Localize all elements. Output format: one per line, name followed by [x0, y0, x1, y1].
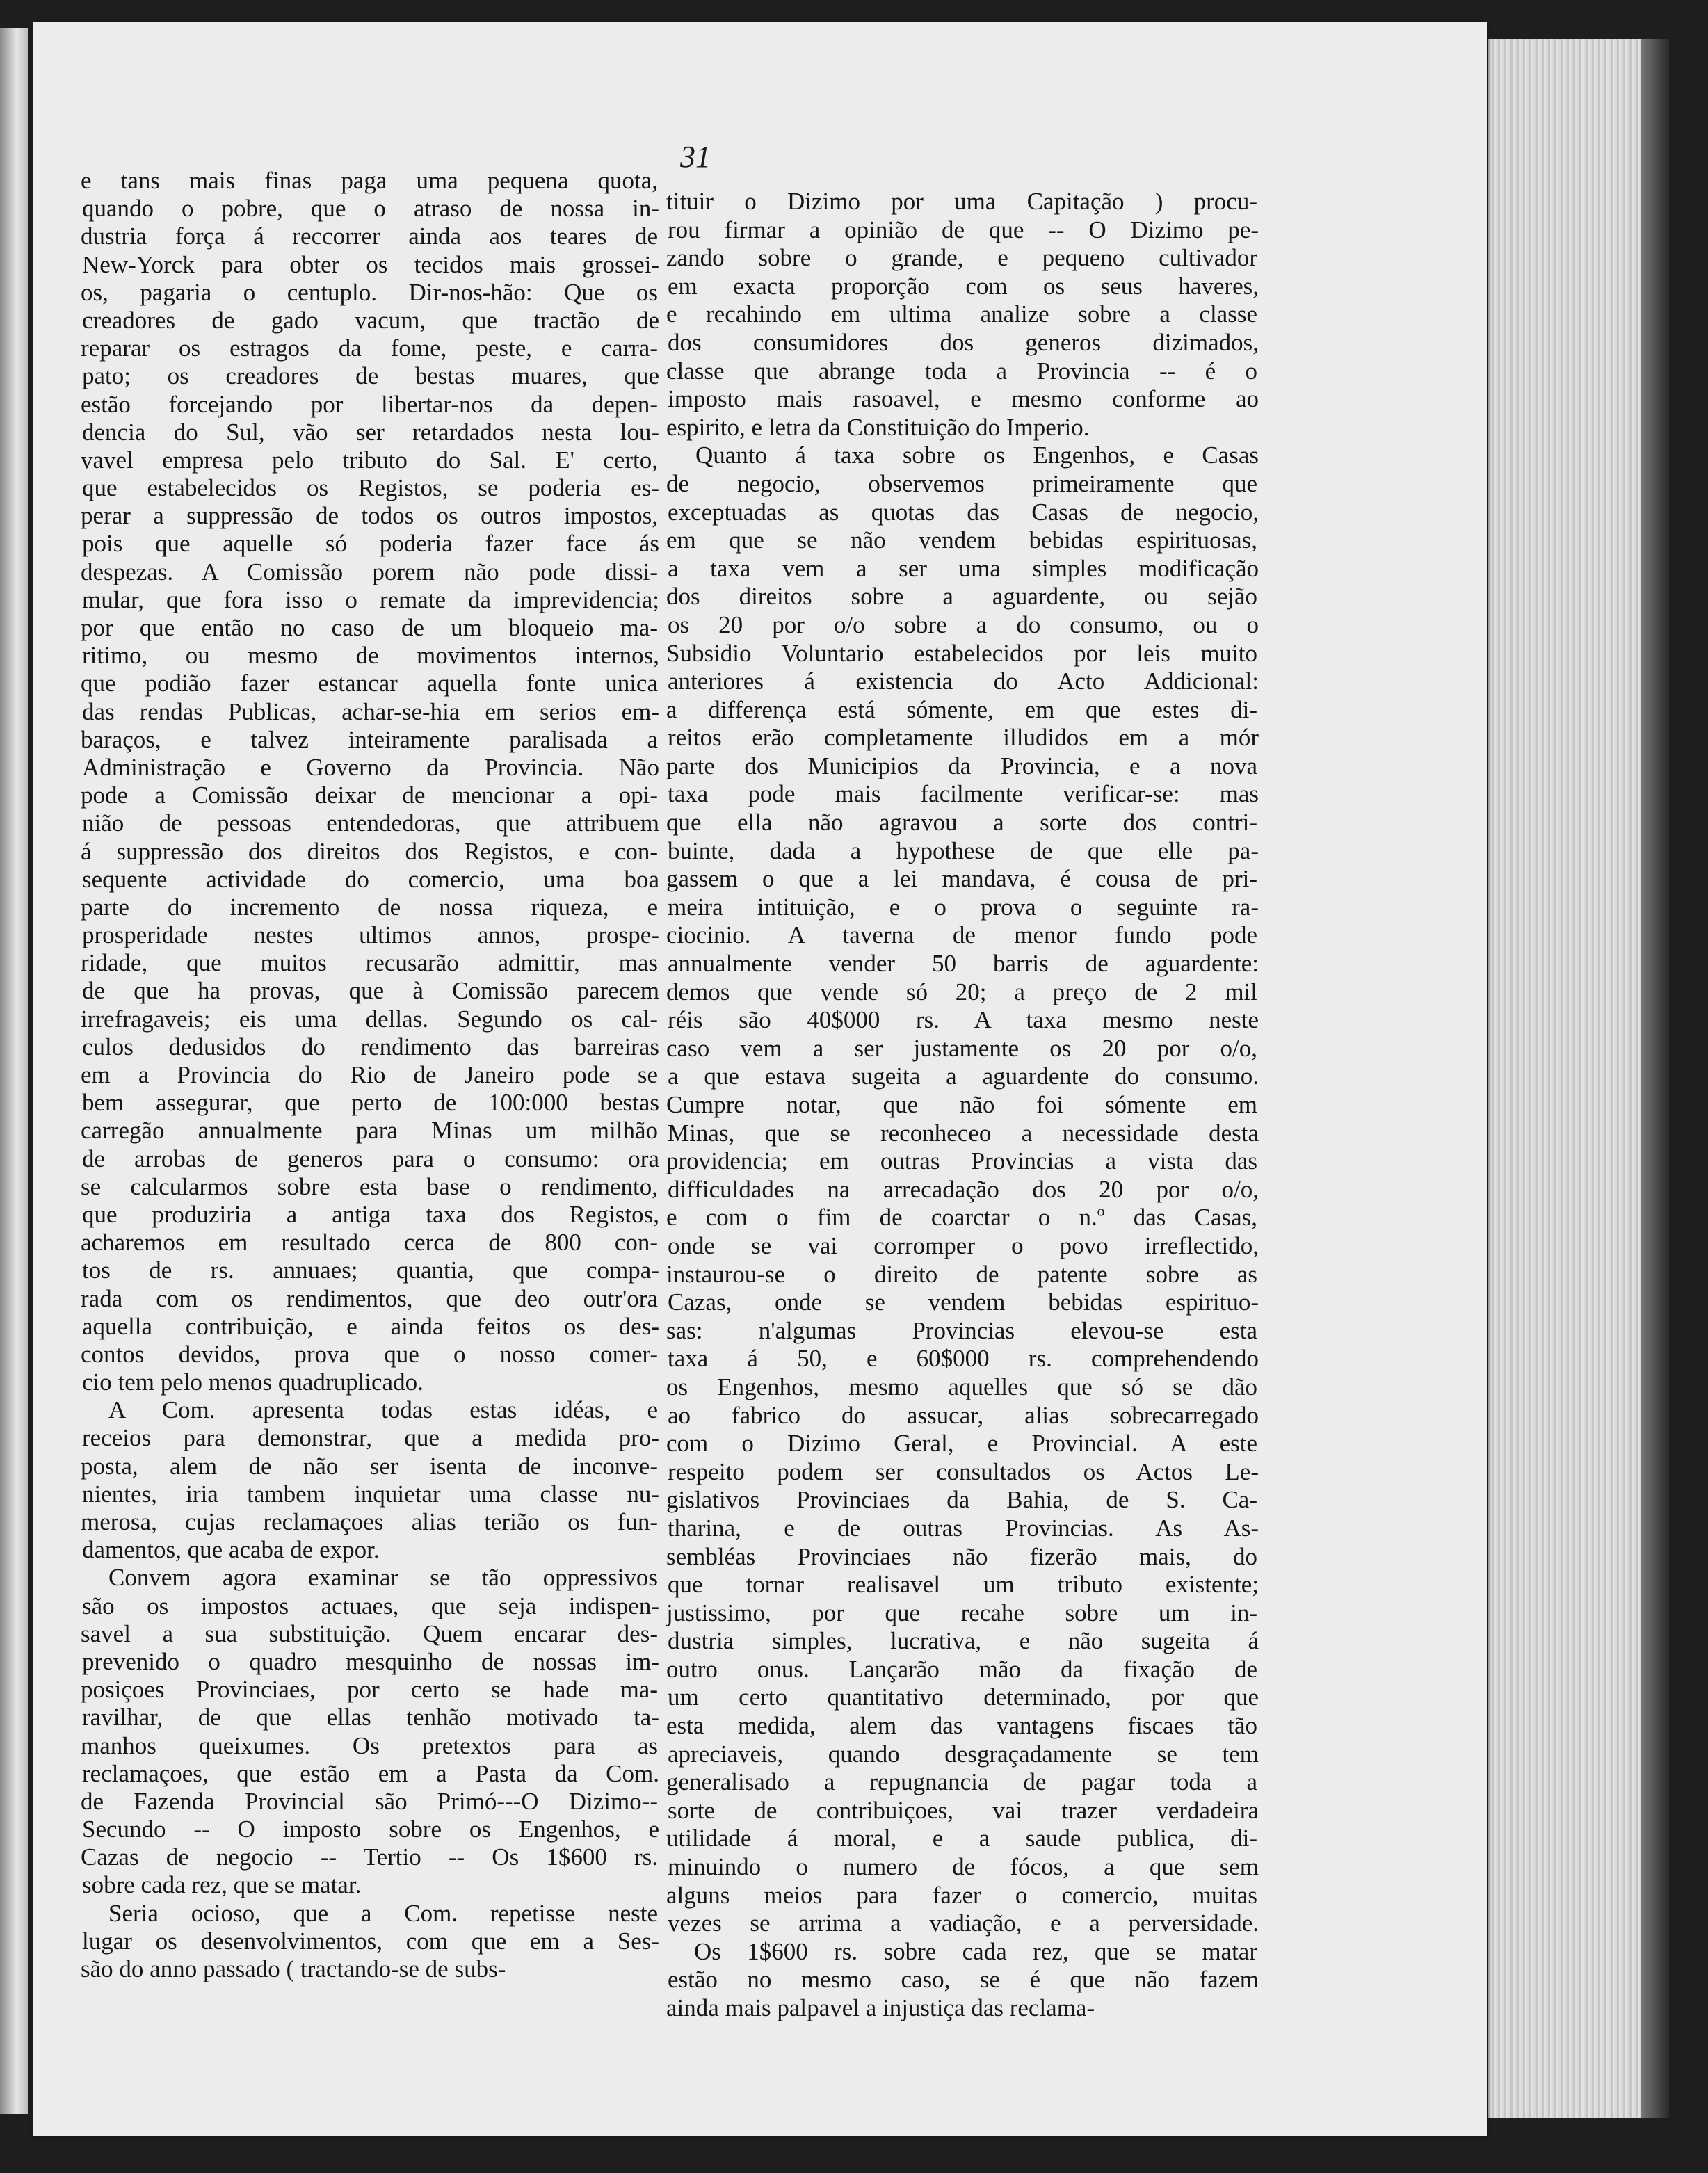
text-line: reitos erão completamente illudidos em a mór — [668, 724, 1259, 752]
text-line: que estabelecidos os Registos, se poderia es- — [82, 474, 659, 502]
text-line: Cumpre notar, que não foi sómente em — [666, 1091, 1257, 1118]
text-line: reclamaçoes, que estão em a Pasta da Com. — [82, 1759, 659, 1787]
text-line: acharemos em resultado cerca de 800 con- — [81, 1229, 658, 1257]
text-line: tos de rs. annuaes; quantia, que compa- — [82, 1257, 659, 1284]
text-line: contos devidos, prova que o nosso comer- — [81, 1340, 658, 1368]
text-line: ritimo, ou mesmo de movimentos internos, — [82, 642, 659, 670]
text-line: quando o pobre, que o atraso de nossa in- — [82, 195, 659, 223]
text-line: sequente actividade do comercio, uma boa — [82, 865, 659, 893]
text-line: classe que abrange toda a Provincia -- é o — [666, 357, 1257, 385]
text-line: annualmente vender 50 barris de aguardente: — [668, 950, 1259, 978]
text-line: sas: n'algumas Provincias elevou-se esta — [666, 1316, 1257, 1344]
text-line: vavel empresa pelo tributo do Sal. E' certo, — [81, 446, 658, 474]
text-line: pode a Comissão deixar de mencionar a opi- — [81, 782, 658, 809]
text-line: á suppressão dos direitos dos Registos, e con- — [81, 837, 658, 865]
text-line: justissimo, por que recahe sobre um in- — [666, 1599, 1257, 1626]
text-line: vezes se arrima a vadiação, e a perversidade. — [668, 1909, 1259, 1937]
text-line: exceptuadas as quotas das Casas de negocio, — [668, 498, 1259, 526]
text-line: taxa á 50, e 60$000 rs. comprehendendo — [668, 1345, 1259, 1373]
text-line: aquella contribuição, e ainda feitos os des- — [82, 1312, 659, 1340]
book-edge-shadow — [1641, 39, 1669, 2118]
text-line: Secundo -- O imposto sobre os Engenhos, e — [82, 1816, 659, 1843]
text-line: manhos queixumes. Os pretextos para as — [81, 1731, 658, 1759]
text-line: bem assegurar, que perto de 100:000 bestas — [82, 1089, 659, 1117]
text-line: despezas. A Comissão porem não pode dissi- — [81, 558, 658, 585]
text-line: Quanto á taxa sobre os Engenhos, e Casas — [695, 442, 1259, 469]
text-line: pois que aquelle só poderia fazer face ás — [82, 530, 659, 558]
text-line: Cazas, onde se vendem bebidas espirituo- — [668, 1289, 1259, 1316]
text-line: que podião fazer estancar aquella fonte unica — [81, 670, 658, 697]
text-line: providencia; em outras Provincias a vista das — [666, 1147, 1257, 1175]
text-line: onde se vai corromper o povo irreflectido, — [668, 1231, 1259, 1259]
text-line: perar a suppressão de todos os outros impostos, — [81, 502, 658, 530]
text-line: reparar os estragos da fome, peste, e carra- — [81, 334, 658, 362]
text-line: são do anno passado ( tractando-se de subs- — [81, 1955, 506, 1982]
text-line: respeito podem ser consultados os Actos Le- — [668, 1457, 1259, 1485]
text-line: dencia do Sul, vão ser retardados nesta lou- — [82, 418, 659, 446]
text-line: prevenido o quadro mesquinho de nossas im- — [82, 1647, 659, 1675]
text-line: ao fabrico do assucar, alias sobrecarregado — [668, 1401, 1259, 1429]
text-line: dos consumidores dos generos dizimados, — [668, 328, 1259, 356]
text-line: meira intituição, e o prova o seguinte ra- — [668, 893, 1259, 921]
text-line: e tans mais finas paga uma pequena quota, — [81, 167, 658, 194]
text-line: demos que vende só 20; a preço de 2 mil — [666, 978, 1257, 1005]
text-line: que produziria a antiga taxa dos Registos, — [82, 1200, 659, 1228]
book-page-block — [1488, 39, 1643, 2118]
text-line: carregão annualmente para Minas um milhão — [81, 1117, 658, 1145]
text-line: zando sobre o grande, e pequeno cultivador — [666, 244, 1257, 272]
text-line: creadores de gado vacum, que tractão de — [82, 306, 659, 334]
text-line: dustria força á reccorrer ainda aos teares de — [81, 223, 658, 250]
text-line: de negocio, observemos primeiramente que — [666, 469, 1257, 497]
text-line: a differença está sómente, em que estes di- — [666, 695, 1257, 723]
text-line: os 20 por o/o sobre a do consumo, ou o — [668, 611, 1259, 638]
text-line: difficuldades na arrecadação dos 20 por o/o, — [668, 1175, 1259, 1203]
text-line: cio tem pelo menos quadruplicado. — [82, 1368, 424, 1396]
text-line: esta medida, alem das vantagens fiscaes tão — [666, 1712, 1257, 1740]
text-line: Convem agora examinar se tão oppressivos — [108, 1564, 658, 1592]
text-line: das rendas Publicas, achar-se-hia em serios em- — [82, 697, 659, 725]
text-line: estão forcejando por libertar-nos da depen- — [81, 390, 658, 418]
text-line: tituir o Dizimo por uma Capitação ) procu- — [666, 188, 1257, 215]
text-line: se calcularmos sobre esta base o rendimento, — [81, 1172, 658, 1200]
text-line: Subsidio Voluntario estabelecidos por leis muito — [666, 639, 1257, 667]
text-line: são os impostos actuaes, que seja indispen- — [82, 1592, 659, 1619]
page-number: 31 — [680, 140, 711, 174]
text-line: taxa pode mais facilmente verificar-se: mas — [668, 780, 1259, 808]
text-line: rou firmar a opinião de que -- O Dizimo pe- — [668, 216, 1259, 243]
text-line: savel a sua substituição. Quem encarar des- — [81, 1619, 658, 1647]
text-line: baraços, e talvez inteiramente paralisada a — [81, 725, 658, 753]
text-line: espirito, e letra da Constituição do Imperio. — [666, 413, 1090, 441]
text-line: de arrobas de generos para o consumo: ora — [82, 1145, 659, 1172]
text-line: receios para demonstrar, que a medida pro- — [82, 1424, 659, 1452]
text-line: prosperidade nestes ultimos annos, prospe- — [82, 921, 659, 949]
text-line: que ella não agravou a sorte dos contri- — [666, 809, 1257, 837]
text-line: que tornar realisavel um tributo existente; — [668, 1571, 1259, 1599]
text-line: ciocinio. A taverna de menor fundo pode — [666, 921, 1257, 949]
text-line: e recahindo em ultima analize sobre a classe — [666, 300, 1257, 328]
text-line: ravilhar, de que ellas tenhão motivado ta- — [82, 1704, 659, 1731]
text-line: Administração e Governo da Provincia. Não — [82, 753, 659, 781]
text-line: posta, alem de não ser isenta de inconve- — [81, 1452, 658, 1480]
text-line: em exacta proporção com os seus haveres, — [668, 272, 1259, 300]
text-line: minuindo o numero de fócos, a que sem — [668, 1853, 1259, 1881]
text-line: a que estava sugeita a aguardente do consumo. — [668, 1063, 1259, 1090]
text-line: instaurou-se o direito de patente sobre as — [666, 1260, 1257, 1288]
text-line: e com o fim de coarctar o n.º das Casas, — [666, 1204, 1257, 1231]
text-line: os, pagaria o centuplo. Dir-nos-hão: Que os — [81, 278, 658, 306]
text-line: gassem o que a lei mandava, é cousa de pri- — [666, 865, 1257, 893]
text-line: Minas, que se reconheceo a necessidade desta — [668, 1119, 1259, 1147]
text-line: alguns meios para fazer o comercio, muitas — [666, 1881, 1257, 1909]
right-text-column — [668, 188, 1259, 2023]
text-line: os Engenhos, mesmo aquelles que só se dão — [666, 1373, 1257, 1400]
text-line: sobre cada rez, que se matar. — [82, 1871, 362, 1899]
text-line: Seria ocioso, que a Com. repetisse neste — [108, 1899, 658, 1927]
text-line: anteriores á existencia do Acto Addicional: — [668, 668, 1259, 695]
text-line: merosa, cujas reclamaçoes alias terião os fun- — [81, 1508, 658, 1535]
text-line: caso vem a ser justamente os 20 por o/o, — [666, 1034, 1257, 1062]
text-line: em a Provincia do Rio de Janeiro pode se — [81, 1061, 658, 1088]
text-line: em que se não vendem bebidas espirituosas, — [666, 526, 1257, 554]
text-line: A Com. apresenta todas estas idéas, e — [108, 1396, 658, 1424]
text-line: parte do incremento de nossa riqueza, e — [81, 893, 658, 921]
text-line: sembléas Provinciaes não fizerão mais, do — [666, 1542, 1257, 1570]
previous-page-edge — [0, 28, 28, 2114]
left-text-column — [82, 167, 659, 1983]
text-line: nião de pessoas entendedoras, que attribuem — [82, 809, 659, 837]
text-line: culos dedusidos do rendimento das barreiras — [82, 1033, 659, 1060]
text-line: estão no mesmo caso, se é que não fazem — [668, 1966, 1259, 1994]
text-line: posiçoes Provinciaes, por certo se hade ma- — [81, 1676, 658, 1704]
text-line: de Fazenda Provincial são Primó---O Dizimo-- — [81, 1787, 658, 1815]
text-line: de que ha provas, que à Comissão parecem — [82, 977, 659, 1005]
text-line: dos direitos sobre a aguardente, ou sejão — [666, 583, 1257, 611]
text-line: a taxa vem a ser uma simples modificação — [668, 554, 1259, 582]
text-line: réis são 40$000 rs. A taxa mesmo neste — [668, 1006, 1259, 1034]
text-line: ridade, que muitos recusarão admittir, mas — [81, 949, 658, 977]
text-line: apreciaveis, quando desgraçadamente se tem — [668, 1740, 1259, 1768]
text-line: tharina, e de outras Provincias. As As- — [668, 1514, 1259, 1542]
text-line: dustria simples, lucrativa, e não sugeita á — [668, 1627, 1259, 1655]
text-line: Os 1$600 rs. sobre cada rez, que se matar — [694, 1937, 1257, 1965]
text-line: sorte de contribuiçoes, vai trazer verdadeira — [668, 1796, 1259, 1824]
text-line: irrefragaveis; eis uma dellas. Segundo os cal- — [81, 1005, 658, 1033]
text-line: buinte, dada a hypothese de que elle pa- — [668, 837, 1259, 864]
text-line: outro onus. Lançarão mão da fixação de — [666, 1655, 1257, 1683]
text-line: damentos, que acaba de expor. — [82, 1536, 380, 1564]
text-line: um certo quantitativo determinado, por que — [668, 1683, 1259, 1711]
text-line: gislativos Provinciaes da Bahia, de S. Ca- — [666, 1486, 1257, 1514]
text-line: nientes, iria tambem inquietar uma classe nu- — [82, 1480, 659, 1508]
text-line: parte dos Municipios da Provincia, e a nova — [666, 752, 1257, 779]
text-line: pato; os creadores de bestas muares, que — [82, 362, 659, 390]
text-line: generalisado a repugnancia de pagar toda a — [666, 1768, 1257, 1796]
text-line: lugar os desenvolvimentos, com que em a Ses- — [82, 1927, 659, 1955]
text-line: New-Yorck para obter os tecidos mais grossei- — [82, 250, 659, 278]
text-line: mular, que fora isso o remate da imprevidencia; — [82, 585, 659, 613]
text-line: ainda mais palpavel a injustiça das reclama- — [666, 1994, 1095, 2021]
text-line: rada com os rendimentos, que deo outr'ora — [81, 1284, 658, 1312]
text-line: imposto mais rasoavel, e mesmo conforme ao — [668, 385, 1259, 413]
text-line: por que então no caso de um bloqueio ma- — [81, 614, 658, 641]
text-line: com o Dizimo Geral, e Provincial. A este — [666, 1430, 1257, 1457]
text-line: Cazas de negocio -- Tertio -- Os 1$600 rs. — [81, 1843, 658, 1871]
text-line: utilidade á moral, e a saude publica, di- — [666, 1825, 1257, 1852]
